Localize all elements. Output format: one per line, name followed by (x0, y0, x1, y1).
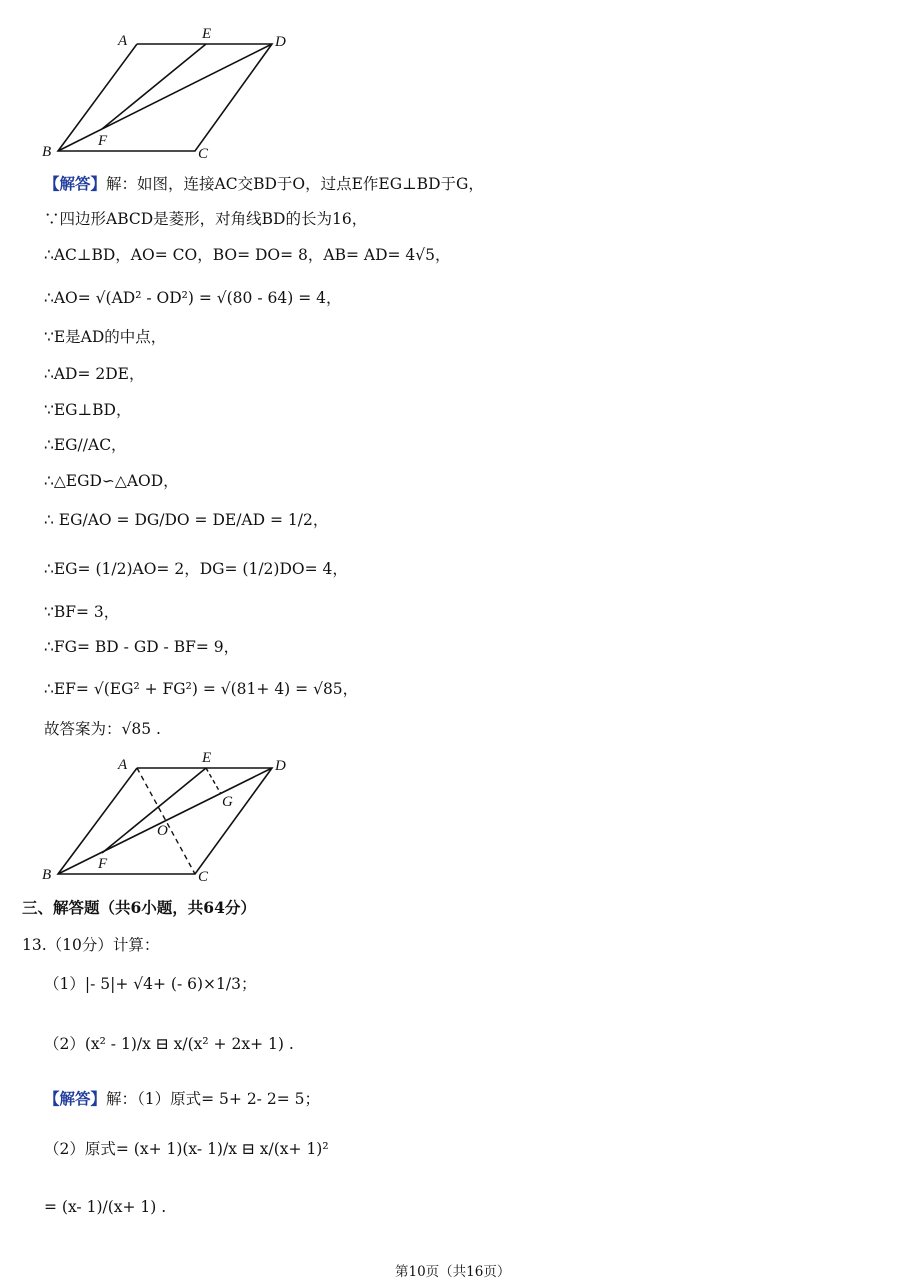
solution1-line-5: ∵E是AD的中点， (44, 328, 167, 346)
solution1-line-1: 解：如图，连接AC交BD于O，过点E作EG⊥BD于G， (106, 175, 484, 193)
question-13-part-1: （1）|- 5|+ √4+ (- 6)×1/3； (44, 975, 257, 993)
fig1-label-C: C (198, 146, 209, 162)
page-number-footer: 第10页（共16页） (395, 1264, 511, 1280)
rhombus-figure-2 (36, 746, 316, 888)
answer-13-part-1: 解：（1）原式= 5+ 2- 2= 5； (106, 1090, 320, 1108)
fig2-label-G: G (222, 794, 233, 810)
answer-13-part-2: （2）原式= (x+ 1)(x- 1)/x ⊟ x/(x+ 1)² (44, 1140, 329, 1158)
fig2-label-D: D (275, 758, 286, 774)
solution1-first-line (44, 172, 484, 194)
solution1-line-4: ∴AO= √(AD² - OD²) = √(80 - 64) = 4， (44, 289, 342, 307)
fig2-label-C: C (198, 869, 209, 885)
fig2-label-O: O (157, 823, 168, 839)
solution1-line-2: ∵四边形ABCD是菱形，对角线BD的长为16， (44, 210, 368, 228)
answer-bracket-label: 【解答】 (44, 1089, 107, 1108)
solution1-line-10: ∴ EG/AO = DG/DO = DE/AD = 1/2， (44, 511, 329, 529)
solution1-line-3: ∴AC⊥BD，AO= CO，BO= DO= 8，AB= AD= 4√5， (44, 246, 451, 264)
answer-13-first-line (44, 1087, 320, 1109)
solution1-line-9: ∴△EGD∽△AOD， (44, 472, 179, 490)
solution1-line-13: ∴FG= BD - GD - BF= 9， (44, 638, 240, 656)
question-13-part-2: （2）(x² - 1)/x ⊟ x/(x² + 2x+ 1) . (44, 1035, 294, 1053)
fig2-label-A: A (118, 757, 128, 773)
solution1-line-6: ∴AD= 2DE， (44, 365, 145, 383)
fig2-label-E: E (202, 750, 212, 766)
question-13-title: 13.（10分）计算： (22, 936, 160, 954)
fig1-label-F: F (98, 133, 108, 149)
solution1-line-8: ∴EG//AC， (44, 436, 127, 454)
solution1-line-12: ∵BF= 3， (44, 603, 120, 621)
answer-13-final: = (x- 1)/(x+ 1) . (44, 1198, 167, 1216)
fig2-label-B: B (42, 867, 52, 883)
fig1-label-D: D (275, 34, 286, 50)
solution-bracket-label: 【解答】 (44, 174, 107, 193)
section-heading: 三、解答题（共6小题，共64分） (22, 898, 256, 917)
solution1-line-11: ∴EG= (1/2)AO= 2，DG= (1/2)DO= 4， (44, 560, 348, 578)
fig1-label-A: A (118, 33, 128, 49)
solution1-final-answer: 故答案为：√85 . (44, 720, 161, 738)
fig1-label-E: E (202, 26, 212, 42)
fig1-label-B: B (42, 144, 52, 160)
solution1-line-14: ∴EF= √(EG² + FG²) = √(81+ 4) = √85， (44, 680, 359, 698)
fig2-label-F: F (98, 856, 108, 872)
rhombus-figure-1 (36, 24, 316, 164)
solution1-line-7: ∵EG⊥BD， (44, 401, 132, 419)
